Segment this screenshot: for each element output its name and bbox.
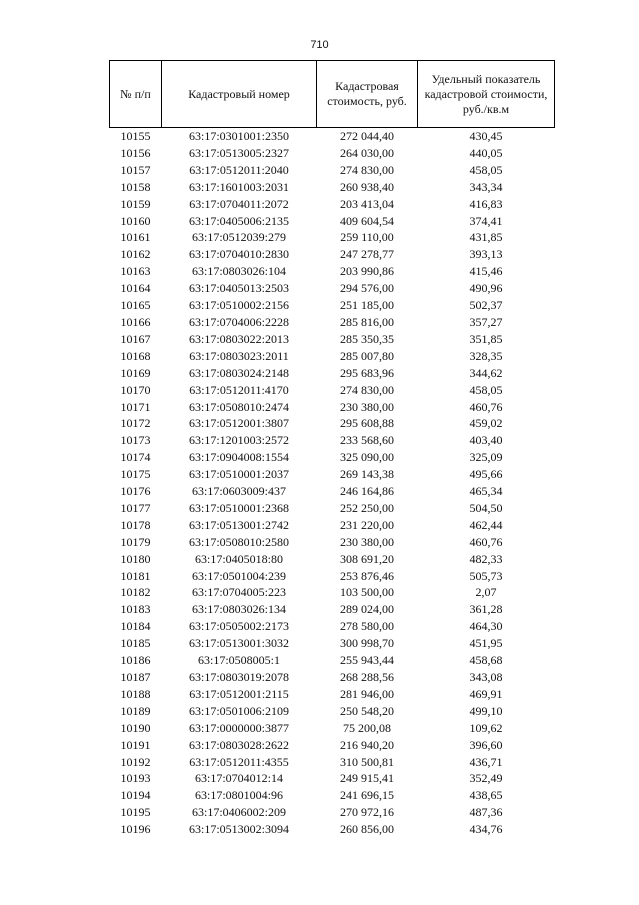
cadastral-number-cell: 63:17:1601003:2031: [188, 179, 289, 194]
row-number-cell: 10189: [120, 703, 151, 718]
row-number-cell: 10196: [120, 822, 151, 837]
row-number-cell: 10162: [120, 247, 151, 262]
table-header: [110, 61, 555, 128]
cadastral-number-cell: 63:17:0704005:223: [191, 585, 286, 600]
specific-value-cell: 328,35: [469, 348, 503, 363]
row-number-cell: 10195: [120, 805, 151, 820]
row-number-cell: 10172: [120, 416, 151, 431]
specific-value-cell: 2,07: [475, 585, 497, 600]
specific-value-cell: 431,85: [469, 230, 503, 245]
cadastral-number-cell: 63:17:0510001:2368: [188, 500, 289, 515]
specific-value-cell: 434,76: [469, 822, 503, 837]
cadastral-value-cell: 259 110,00: [340, 230, 394, 245]
header-cadastral-value: Кадастровая стоимость, руб.: [317, 61, 418, 128]
specific-value-cell: 458,05: [469, 382, 503, 397]
row-number-cell: 10184: [120, 619, 151, 634]
specific-value-cell: 462,44: [469, 517, 503, 532]
table-row: [110, 551, 555, 568]
row-number-cell: 10194: [120, 788, 151, 803]
table-row: [110, 365, 555, 382]
table-row: [110, 500, 555, 517]
specific-value-cell: 505,73: [469, 568, 503, 583]
table-row: [110, 449, 555, 466]
cadastral-number-cell: 63:17:0510001:2037: [188, 467, 289, 482]
cadastral-number-cell: 63:17:0510002:2156: [188, 298, 289, 313]
cadastral-number-cell: 63:17:0505002:2173: [188, 619, 289, 634]
cadastral-number-cell: 63:17:0801004:96: [194, 788, 283, 803]
table-row: [110, 787, 555, 804]
cadastral-number-cell: 63:17:0508010:2580: [188, 534, 289, 549]
cadastral-number-cell: 63:17:0405013:2503: [188, 281, 289, 296]
cadastral-number-cell: 63:17:0000000:3877: [188, 720, 289, 735]
row-number-cell: 10156: [120, 145, 151, 160]
table-row: [110, 618, 555, 635]
table-row: [110, 821, 555, 838]
cadastral-number-cell: 63:17:0405006:2135: [188, 213, 289, 228]
specific-value-cell: 460,76: [469, 534, 503, 549]
row-number-cell: 10175: [120, 467, 151, 482]
cadastral-number-cell: 63:17:0501006:2109: [188, 703, 289, 718]
cadastral-value-cell: 103 500,00: [340, 585, 394, 600]
cadastral-value-cell: 289 024,00: [340, 602, 394, 617]
table-row: [110, 669, 555, 686]
cadastral-value-cell: 233 568,60: [340, 433, 394, 448]
cadastral-number-cell: 63:17:0512001:2115: [189, 686, 289, 701]
cadastral-value-cell: 325 090,00: [340, 450, 394, 465]
row-number-cell: 10155: [120, 129, 151, 143]
cadastral-value-cell: 250 548,20: [340, 703, 394, 718]
row-number-cell: 10159: [120, 196, 151, 211]
row-number-cell: 10193: [120, 771, 151, 786]
header-row-number: № п/п: [110, 61, 162, 128]
specific-value-cell: 465,34: [469, 484, 503, 499]
row-number-cell: 10181: [120, 568, 151, 583]
cadastral-value-cell: 247 278,77: [340, 247, 394, 262]
specific-value-cell: 343,34: [469, 179, 503, 194]
row-number-cell: 10183: [120, 602, 151, 617]
specific-value-cell: 499,10: [469, 703, 503, 718]
specific-value-cell: 403,40: [469, 433, 503, 448]
table-row: [110, 196, 555, 213]
row-number-cell: 10165: [120, 298, 151, 313]
cadastral-value-cell: 251 185,00: [340, 298, 394, 313]
table-row: [110, 652, 555, 669]
specific-value-cell: 495,66: [469, 467, 503, 482]
specific-value-cell: 344,62: [469, 365, 503, 380]
table-row: [110, 804, 555, 821]
cadastral-value-cell: 269 143,38: [340, 467, 394, 482]
cadastral-number-cell: 63:17:0301001:2350: [188, 129, 289, 143]
table-row: [110, 162, 555, 179]
table-row: [110, 466, 555, 483]
row-number-cell: 10191: [120, 737, 151, 752]
table-row: [110, 128, 555, 145]
cadastral-value-cell: 310 500,81: [340, 754, 394, 769]
table-row: [110, 601, 555, 618]
specific-value-cell: 351,85: [469, 331, 503, 346]
specific-value-cell: 361,28: [469, 602, 503, 617]
row-number-cell: 10185: [120, 636, 151, 651]
table-row: [110, 229, 555, 246]
specific-value-cell: 458,05: [469, 162, 503, 177]
cadastral-value-cell: 274 830,00: [340, 382, 394, 397]
specific-value-cell: 464,30: [469, 619, 503, 634]
header-cadastral-number: Кадастровый номер: [162, 61, 317, 128]
specific-value-cell: 459,02: [469, 416, 503, 431]
table-row: [110, 483, 555, 500]
specific-value-cell: 502,37: [469, 298, 503, 313]
specific-value-cell: 487,36: [469, 805, 503, 820]
table-row: [110, 263, 555, 280]
cadastral-value-cell: 274 830,00: [340, 162, 394, 177]
cadastral-value-cell: 409 604,54: [340, 213, 394, 228]
row-number-cell: 10186: [120, 653, 151, 668]
table-row: [110, 432, 555, 449]
specific-value-cell: 430,45: [469, 129, 503, 143]
cadastral-value-cell: 241 696,15: [340, 788, 394, 803]
cadastral-value-cell: 255 943,44: [340, 653, 394, 668]
specific-value-cell: 109,62: [469, 720, 503, 735]
table-row: [110, 635, 555, 652]
cadastral-value-cell: 295 683,96: [340, 365, 394, 380]
cadastral-number-cell: 63:17:0512039:279: [191, 230, 286, 245]
cadastral-number-cell: 63:17:1201003:2572: [188, 433, 289, 448]
table-row: [110, 754, 555, 771]
specific-value-cell: 415,46: [469, 264, 503, 279]
specific-value-cell: 469,91: [469, 686, 503, 701]
cadastral-number-cell: 63:17:0803023:2011: [189, 348, 289, 363]
table-row: [110, 686, 555, 703]
cadastral-number-cell: 63:17:0512011:4355: [189, 754, 289, 769]
cadastral-number-cell: 63:17:0803026:134: [191, 602, 286, 617]
specific-value-cell: 396,60: [469, 737, 503, 752]
table-row: [110, 145, 555, 162]
row-number-cell: 10179: [120, 534, 151, 549]
row-number-cell: 10166: [120, 314, 151, 329]
cadastral-number-cell: 63:17:0803022:2013: [188, 331, 289, 346]
cadastral-number-cell: 63:17:0508010:2474: [188, 399, 289, 414]
table-row: [110, 213, 555, 230]
table-row: [110, 584, 555, 601]
specific-value-cell: 352,49: [469, 771, 503, 786]
cadastral-value-cell: 230 380,00: [340, 399, 394, 414]
cadastral-value-cell: 281 946,00: [340, 686, 394, 701]
row-number-cell: 10163: [120, 264, 151, 279]
cadastral-number-cell: 63:17:0704006:2228: [188, 314, 289, 329]
cadastral-number-cell: 63:17:0803024:2148: [188, 365, 289, 380]
cadastral-number-cell: 63:17:0512011:2040: [189, 162, 289, 177]
row-number-cell: 10170: [120, 382, 151, 397]
specific-value-cell: 393,13: [469, 247, 503, 262]
row-number-cell: 10177: [120, 500, 151, 515]
row-number-cell: 10188: [120, 686, 151, 701]
cadastral-value-cell: 268 288,56: [340, 670, 394, 684]
cadastral-value-cell: 295 608,88: [340, 416, 394, 431]
row-number-cell: 10157: [120, 162, 151, 177]
row-number-cell: 10164: [120, 281, 151, 296]
cadastral-value-cell: 203 990,86: [340, 264, 394, 279]
cadastral-number-cell: 63:17:0512001:3807: [188, 416, 289, 431]
cadastral-value-cell: 260 856,00: [340, 822, 394, 837]
table-row: [110, 297, 555, 314]
table-row: [110, 331, 555, 348]
cadastral-number-cell: 63:17:0513005:2327: [188, 145, 289, 160]
cadastral-number-cell: 63:17:0803019:2078: [188, 670, 289, 684]
cadastral-value-cell: 253 876,46: [340, 568, 394, 583]
specific-value-cell: 325,09: [469, 450, 503, 465]
specific-value-cell: 357,27: [469, 314, 503, 329]
row-number-cell: 10173: [120, 433, 151, 448]
cadastral-value-cell: 203 413,04: [340, 196, 394, 211]
specific-value-cell: 458,68: [469, 653, 503, 668]
table-row: [110, 314, 555, 331]
cadastral-number-cell: 63:17:0704010:2830: [188, 247, 289, 262]
cadastral-number-cell: 63:17:0405018:80: [194, 551, 283, 566]
cadastral-value-cell: 75 200,08: [343, 720, 391, 735]
row-number-cell: 10158: [120, 179, 151, 194]
table-row: [110, 415, 555, 432]
cadastral-value-cell: 246 164,86: [340, 484, 394, 499]
cadastral-number-cell: 63:17:0803026:104: [191, 264, 286, 279]
specific-value-cell: 451,95: [469, 636, 503, 651]
row-number-cell: 10174: [120, 450, 151, 465]
row-number-cell: 10167: [120, 331, 151, 346]
row-number-cell: 10176: [120, 484, 151, 499]
cadastral-number-cell: 63:17:0512011:4170: [189, 382, 289, 397]
cadastral-value-cell: 230 380,00: [340, 534, 394, 549]
cadastral-number-cell: 63:17:0603009:437: [191, 484, 286, 499]
table-row: [110, 770, 555, 787]
table-row: [110, 179, 555, 196]
header-specific-value: Удельный показатель кадастровой стоимости, руб./кв.м: [418, 61, 555, 128]
table-row: [110, 720, 555, 737]
cadastral-value-cell: 294 576,00: [340, 281, 394, 296]
cadastral-value-cell: 216 940,20: [340, 737, 394, 752]
table-row: [110, 534, 555, 551]
cadastral-value-cell: 285 816,00: [340, 314, 394, 329]
cadastral-value-cell: 270 972,16: [340, 805, 394, 820]
specific-value-cell: 490,96: [469, 281, 503, 296]
row-number-cell: 10160: [120, 213, 151, 228]
table-body: [110, 128, 555, 839]
row-number-cell: 10168: [120, 348, 151, 363]
row-number-cell: 10187: [120, 670, 151, 684]
specific-value-cell: 440,05: [469, 145, 503, 160]
table-row: [110, 348, 555, 365]
table-row: [110, 568, 555, 585]
table-row: [110, 246, 555, 263]
cadastral-value-cell: 249 915,41: [340, 771, 394, 786]
table-row: [110, 382, 555, 399]
row-number-cell: 10192: [120, 754, 151, 769]
specific-value-cell: 438,65: [469, 788, 503, 803]
cadastral-value-cell: 231 220,00: [340, 517, 394, 532]
cadastral-number-cell: 63:17:0803028:2622: [188, 737, 289, 752]
cadastral-number-cell: 63:17:0904008:1554: [188, 450, 289, 465]
cadastral-number-cell: 63:17:0513002:3094: [188, 822, 289, 837]
table-row: [110, 517, 555, 534]
cadastral-value-cell: 285 007,80: [340, 348, 394, 363]
row-number-cell: 10161: [120, 230, 151, 245]
specific-value-cell: 460,76: [469, 399, 503, 414]
cadastral-value-table: [109, 60, 555, 838]
specific-value-cell: 482,33: [469, 551, 503, 566]
cadastral-value-cell: 264 030,00: [340, 145, 394, 160]
cadastral-number-cell: 63:17:0508005:1: [197, 653, 280, 668]
cadastral-value-cell: 260 938,40: [340, 179, 394, 194]
row-number-cell: 10180: [120, 551, 151, 566]
cadastral-number-cell: 63:17:0704011:2072: [189, 196, 289, 211]
cadastral-number-cell: 63:17:0513001:2742: [188, 517, 289, 532]
page-number: 710: [310, 39, 329, 51]
cadastral-value-cell: 272 044,40: [340, 129, 394, 143]
cadastral-number-cell: 63:17:0704012:14: [194, 771, 283, 786]
table-row: [110, 703, 555, 720]
cadastral-number-cell: 63:17:0501004:239: [191, 568, 286, 583]
row-number-cell: 10171: [120, 399, 151, 414]
table-row: [110, 399, 555, 416]
cadastral-value-cell: 252 250,00: [340, 500, 394, 515]
cadastral-value-cell: 285 350,35: [340, 331, 394, 346]
cadastral-value-cell: 278 580,00: [340, 619, 394, 634]
row-number-cell: 10182: [120, 585, 151, 600]
specific-value-cell: 374,41: [469, 213, 503, 228]
specific-value-cell: 436,71: [469, 754, 503, 769]
row-number-cell: 10190: [120, 720, 151, 735]
specific-value-cell: 416,83: [469, 196, 503, 211]
specific-value-cell: 343,08: [469, 670, 503, 684]
cadastral-number-cell: 63:17:0513001:3032: [188, 636, 289, 651]
row-number-cell: 10178: [120, 517, 151, 532]
cadastral-value-cell: 308 691,20: [340, 551, 394, 566]
cadastral-value-cell: 300 998,70: [340, 636, 394, 651]
table-row: [110, 280, 555, 297]
specific-value-cell: 504,50: [469, 500, 503, 515]
row-number-cell: 10169: [120, 365, 151, 380]
cadastral-number-cell: 63:17:0406002:209: [191, 805, 286, 820]
table-row: [110, 737, 555, 754]
